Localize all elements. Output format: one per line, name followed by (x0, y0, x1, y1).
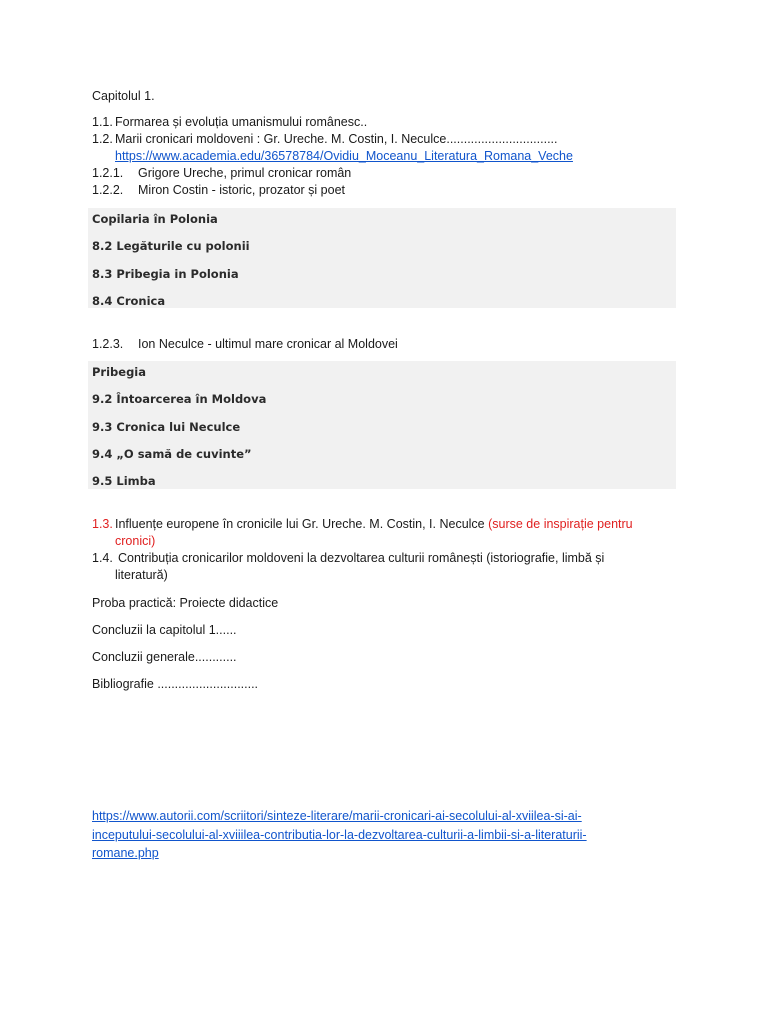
section-bibliografie: Bibliografie ............................. (92, 677, 259, 691)
autorii-link-line-1[interactable]: https://www.autorii.com/scriitori/sinteze-literare/marii-cronicari-ai-secolului-al-xviilea-si-ai- (92, 809, 582, 823)
autorii-link-line-2[interactable]: inceputului-secolului-al-xviiilea-contributia-lor-la-dezvoltarea-culturii-a-limbii-si-a-literaturii- (92, 828, 587, 842)
source-note-continued: cronici) (115, 534, 156, 548)
toc-number: 1.3. (92, 517, 113, 531)
section-proba-practica: Proba practică: Proiecte didactice (92, 596, 279, 610)
toc-number: 1.4. (92, 551, 113, 565)
toc-item-1-2-3 (92, 336, 398, 352)
toc-number: 1.1. (92, 115, 113, 129)
toc-number: 1.2.3. (92, 337, 124, 351)
outline-item: Copilaria în Polonia (92, 212, 218, 226)
toc-text: Formarea și evoluția umanismului românesc.. (115, 115, 368, 129)
toc-item-1-2-2 (92, 182, 345, 198)
autorii-link-line-3[interactable]: romane.php (92, 846, 159, 860)
toc-item-1-4-continued: literatură) (115, 568, 168, 582)
outline-item: 9.2 Întoarcerea în Moldova (92, 392, 267, 406)
toc-text: Ion Neculce - ultimul mare cronicar al Moldovei (138, 337, 398, 351)
outline-item: 9.3 Cronica lui Neculce (92, 420, 241, 434)
toc-number: 1.2.2. (92, 183, 124, 197)
neculce-outline-box (88, 361, 676, 489)
toc-item-1-4 (92, 550, 604, 566)
toc-item-1-2-1 (92, 165, 351, 181)
toc-number: 1.2. (92, 132, 113, 146)
toc-text: Marii cronicari moldoveni : Gr. Ureche. M. Costin, I. Neculce................................ (115, 132, 558, 146)
toc-number: 1.2.1. (92, 166, 124, 180)
toc-text: Contribuția cronicarilor moldoveni la dezvoltarea culturii românești (istoriografie, limbă și (118, 551, 605, 565)
toc-text: Miron Costin - istoric, prozator și poet (138, 183, 346, 197)
outline-item: 8.3 Pribegia in Polonia (92, 267, 239, 281)
chapter-title: Capitolul 1. (92, 89, 155, 103)
toc-item-1-3 (92, 516, 633, 532)
toc-text: Influențe europene în cronicile lui Gr. Ureche. M. Costin, I. Neculce (115, 517, 485, 531)
outline-item: 8.2 Legăturile cu polonii (92, 239, 250, 253)
source-note: (surse de inspirație pentru (488, 517, 633, 531)
outline-item: 9.4 „O samă de cuvinte” (92, 447, 252, 461)
outline-item: Pribegia (92, 365, 147, 379)
outline-item: 8.4 Cronica (92, 294, 166, 308)
section-concluzii-capitol: Concluzii la capitolul 1...... (92, 623, 237, 637)
outline-item: 9.5 Limba (92, 474, 156, 488)
toc-text: Grigore Ureche, primul cronicar român (138, 166, 352, 180)
section-concluzii-generale: Concluzii generale............ (92, 650, 237, 664)
costin-outline-box (88, 208, 676, 308)
toc-item-1-1 (92, 114, 367, 130)
toc-item-1-2 (92, 131, 558, 147)
academia-link[interactable]: https://www.academia.edu/36578784/Ovidiu_Moceanu_Literatura_Romana_Veche (115, 149, 573, 163)
